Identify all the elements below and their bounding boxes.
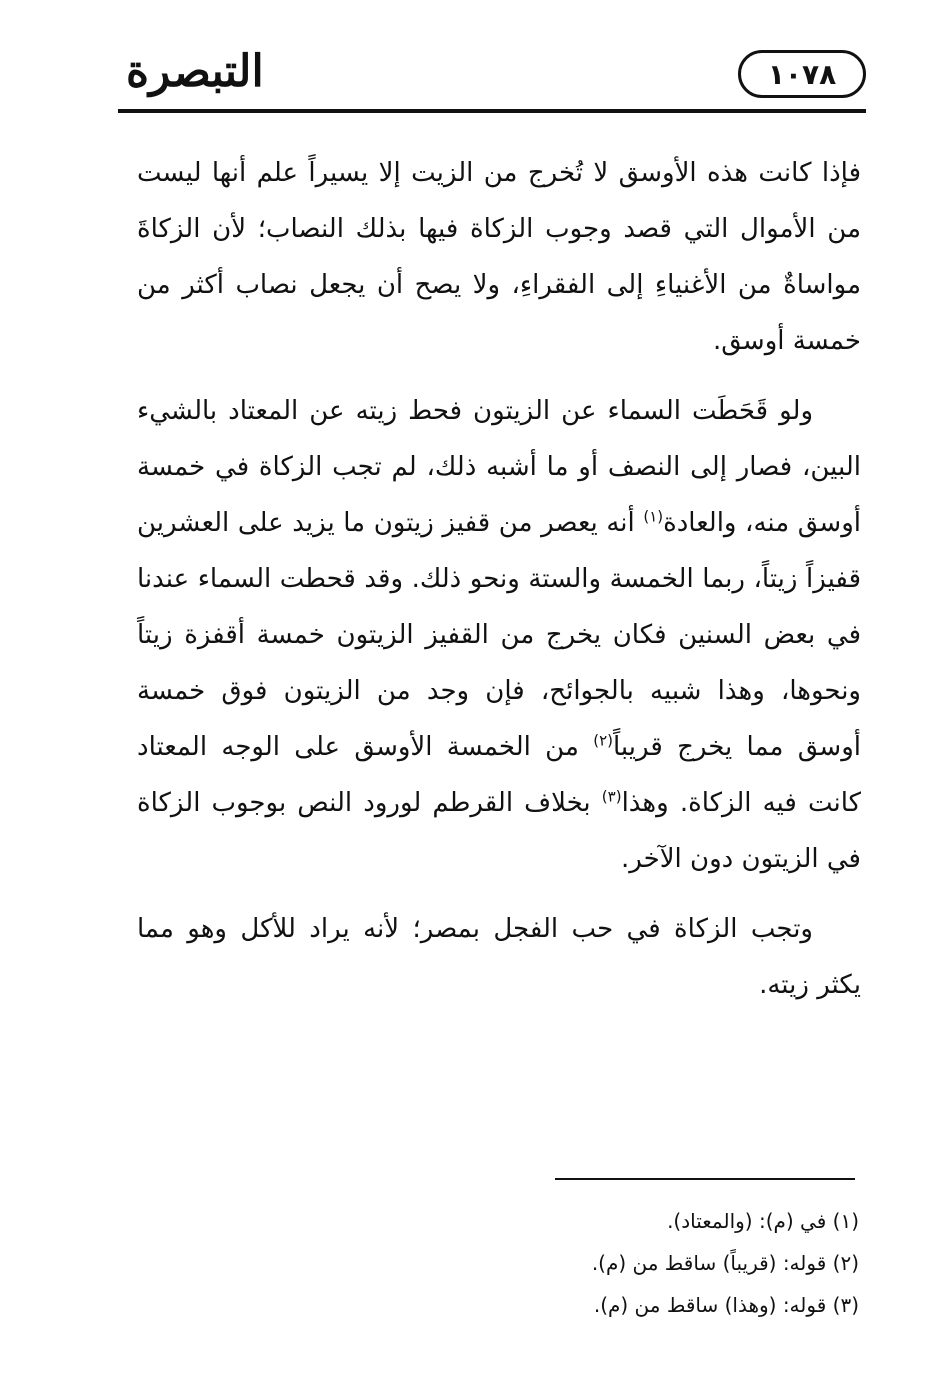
page-header [118, 40, 866, 120]
footnotes [400, 1200, 859, 1326]
paragraph-2-part-d: بخلاف القرطم لورود النص بوجوب الزكاة في الزيتون دون الآخر. [137, 788, 861, 874]
paragraph-2-part-b: أنه يعصر من قفيز زيتون ما يزيد على العشرين قفيزاً زيتاً، ربما الخمسة والستة ونحو ذلك. وقد قحطت السماء عندنا في بعض السنين فكان يخرج من القفيز الزيتون خمسة أقفزة زيتاً ونحوها، وهذا شبيه بالجوائح، فإن وجد من الزيتون فوق خمسة أوسق مما يخرج قريباً [137, 508, 861, 762]
header-divider [118, 109, 866, 113]
paragraph-2-part-c: من الخمسة الأوسق على الوجه المعتاد كانت فيه الزكاة. وهذا [137, 732, 862, 818]
main-text [137, 145, 861, 1027]
footnote-marker-2: (٢) [593, 731, 613, 750]
footnote-marker-3: (٣) [601, 787, 622, 806]
page-number: ١٠٧٨ [767, 57, 837, 91]
footnote-1: (١) في (م): (والمعتاد). [667, 1209, 859, 1233]
paragraph-2-part-a: ولو قَحَطَت السماء عن الزيتون فحط زيته عن المعتاد بالشيء البين، فصار إلى النصف أو ما أشبه ذلك، لم تجب الزكاة في خمسة أوسق منه، والعادة [137, 396, 861, 538]
footnote-marker-1: (١) [643, 507, 664, 526]
footnote-divider [555, 1178, 855, 1180]
footnote-2: (٢) قوله: (قريباً) ساقط من (م). [591, 1251, 859, 1275]
paragraph-1: فإذا كانت هذه الأوسق لا تُخرج من الزيت إلا يسيراً علم أنها ليست من الأموال التي قصد وجوب الزكاة فيها بذلك النصاب؛ لأن الزكاةَ مواساةٌ من الأغنياءِ إلى الفقراءِ، ولا يصح أن يجعل نصاب أكثر من خمسة أوسق. [137, 158, 861, 356]
paragraph-2 [137, 383, 861, 887]
footnote-3: (٣) قوله: (وهذا) ساقط من (م). [593, 1293, 859, 1317]
book-title: التبصرة [126, 46, 264, 97]
page-number-badge [738, 50, 866, 98]
paragraph-3: وتجب الزكاة في حب الفجل بمصر؛ لأنه يراد للأكل وهو مما يكثر زيته. [137, 914, 861, 1000]
